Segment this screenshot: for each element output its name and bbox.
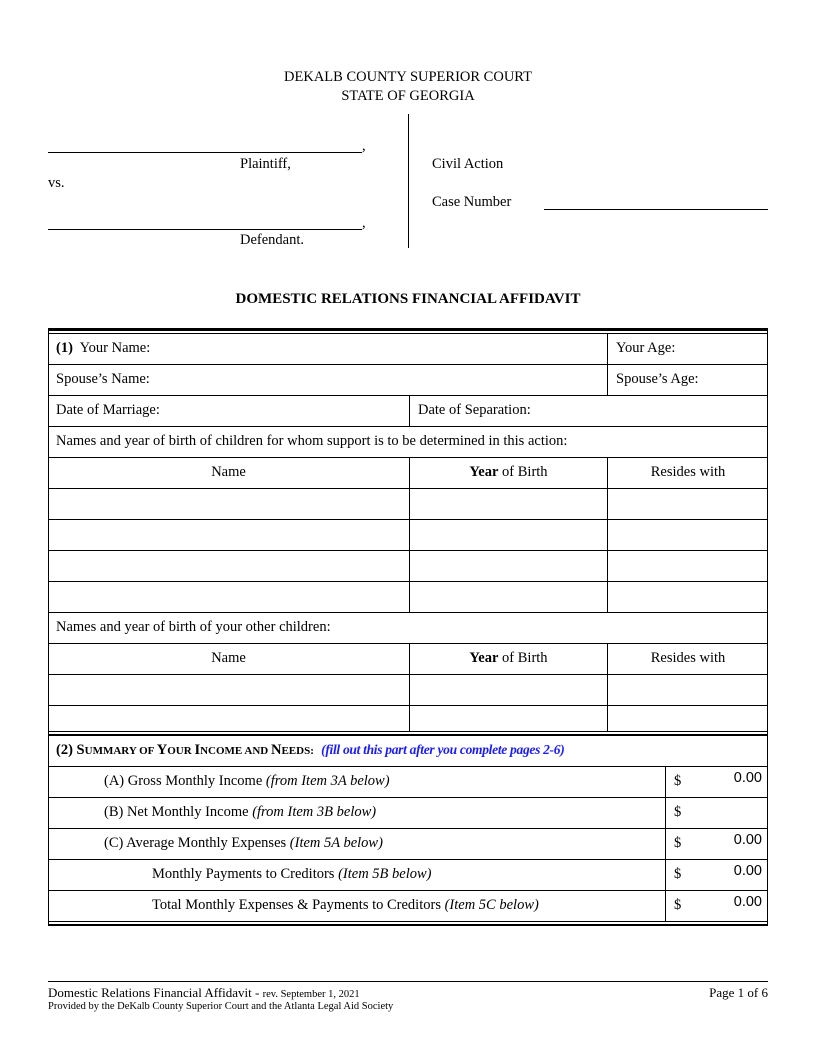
date-separation-label: Date of Separation: (418, 402, 531, 418)
col-year-bold: Year (469, 464, 499, 480)
col-year-header (409, 644, 607, 674)
summary-label (48, 829, 665, 859)
summary-label-text: (B) Net Monthly Income (104, 804, 253, 820)
col-resides-header: Resides with (607, 458, 768, 488)
currency-symbol: $ (674, 866, 682, 882)
footer-form-name: Domestic Relations Financial Affidavit - (48, 985, 263, 1000)
plaintiff-comma: , (362, 138, 366, 154)
defendant-line[interactable] (48, 229, 362, 230)
summary-instruction: (fill out this part after you complete pages 2-6) (321, 742, 565, 757)
footer-provided-by: Provided by the DeKalb County Superior Court and the Atlanta Legal Aid Society (48, 1001, 394, 1012)
children-support-label: Names and year of birth of children for whom support is to be determined in this action: (56, 433, 568, 449)
row-spouse-name (48, 365, 768, 396)
row-other-children-label (48, 613, 768, 644)
case-number-field[interactable] (544, 209, 768, 210)
other-children-header-row (48, 644, 768, 675)
summary-amount-field[interactable] (665, 829, 768, 859)
row-dates (48, 396, 768, 427)
section2-bottom-rule (48, 924, 768, 926)
section2-bottom-rule-inner (48, 921, 768, 922)
child-resides-cell[interactable] (607, 551, 768, 581)
summary-heading (48, 736, 768, 766)
section1-table (48, 328, 768, 731)
summary-amount: 0.00 (733, 832, 762, 848)
children-header-row (48, 458, 768, 489)
footer-revision: rev. September 1, 2021 (262, 989, 360, 1000)
summary-note: (from Item 3A below) (265, 773, 390, 789)
other-child-year-cell[interactable] (409, 675, 607, 705)
currency-symbol: $ (674, 897, 682, 913)
summary-amount: 0.00 (733, 894, 762, 910)
child-name-cell[interactable] (48, 520, 409, 550)
other-child-name-cell[interactable] (48, 706, 409, 731)
heading-part: N (270, 742, 282, 758)
summary-amount-field[interactable] (665, 767, 768, 797)
summary-label-text: (A) Gross Monthly Income (104, 773, 266, 789)
child-year-cell[interactable] (409, 520, 607, 550)
child-resides-cell[interactable] (607, 582, 768, 612)
summary-amount-field[interactable] (665, 798, 768, 828)
footer-rule (48, 981, 768, 982)
col-year-bold: Year (469, 650, 499, 666)
other-child-resides-cell[interactable] (607, 706, 768, 731)
currency-symbol: $ (674, 773, 682, 789)
your-age-label: Your Age: (616, 340, 676, 356)
heading-part: NCOME AND (200, 745, 271, 757)
other-child-resides-cell[interactable] (607, 675, 768, 705)
form-title: DOMESTIC RELATIONS FINANCIAL AFFIDAVIT (235, 291, 581, 307)
plaintiff-line[interactable] (48, 152, 362, 153)
other-child-row (48, 706, 768, 731)
case-number-label: Case Number (432, 194, 512, 210)
other-children-label: Names and year of birth of your other children: (56, 619, 331, 635)
child-resides-cell[interactable] (607, 489, 768, 519)
summary-row-net-income (48, 798, 768, 829)
spouse-age-cell[interactable] (607, 365, 768, 395)
summary-label (48, 891, 665, 922)
col-year-rest: of Birth (498, 464, 548, 480)
your-age-cell[interactable] (607, 334, 768, 364)
summary-note: (Item 5C below) (444, 897, 539, 913)
summary-amount-field[interactable] (665, 860, 768, 890)
defendant-comma: , (362, 215, 366, 231)
section1-number: (1) (56, 340, 73, 356)
child-name-cell[interactable] (48, 489, 409, 519)
summary-amount: 0.00 (733, 863, 762, 879)
defendant-label: Defendant. (240, 232, 305, 248)
footer-title (48, 985, 360, 1001)
summary-label-text: Monthly Payments to Creditors (152, 866, 339, 882)
col-year-rest: of Birth (498, 650, 548, 666)
date-marriage-label: Date of Marriage: (56, 402, 160, 418)
child-year-cell[interactable] (409, 582, 607, 612)
spouse-age-label: Spouse’s Age: (616, 371, 699, 387)
child-row (48, 551, 768, 582)
row-children-support-label (48, 427, 768, 458)
summary-amount: 0.00 (733, 770, 762, 786)
section2-number: (2) (56, 742, 77, 758)
spouse-name-cell[interactable] (48, 365, 607, 395)
your-name-label: Your Name: (79, 340, 151, 356)
child-row (48, 582, 768, 613)
court-name: DEKALB COUNTY SUPERIOR COURT (284, 69, 532, 85)
summary-row-avg-expenses (48, 829, 768, 860)
section2-top-rule (48, 731, 768, 732)
child-year-cell[interactable] (409, 551, 607, 581)
date-separation-cell[interactable] (409, 396, 768, 426)
summary-label (48, 767, 665, 797)
summary-label-text: Total Monthly Expenses & Payments to Creditors (152, 897, 445, 913)
other-child-year-cell[interactable] (409, 706, 607, 731)
summary-label-text: (C) Average Monthly Expenses (104, 835, 290, 851)
col-name-header: Name (211, 464, 246, 480)
summary-row-gross-income (48, 767, 768, 798)
child-row (48, 520, 768, 551)
date-marriage-cell[interactable] (48, 396, 409, 426)
footer-page-number: Page 1 of 6 (709, 985, 768, 1000)
civil-action-label: Civil Action (432, 156, 504, 172)
heading-part: Y (156, 742, 168, 758)
col-resides-header: Resides with (607, 644, 768, 674)
child-year-cell[interactable] (409, 489, 607, 519)
heading-part: EEDS: (281, 745, 314, 757)
summary-note: (from Item 3B below) (252, 804, 377, 820)
currency-symbol: $ (674, 804, 682, 820)
child-name-cell[interactable] (48, 551, 409, 581)
heading-part: UMMARY OF (84, 745, 157, 757)
summary-note: (Item 5A below) (289, 835, 383, 851)
spouse-name-label: Spouse’s Name: (56, 371, 150, 387)
child-name-cell[interactable] (48, 582, 409, 612)
summary-label (48, 860, 665, 890)
heading-part: S (76, 742, 85, 758)
currency-symbol: $ (674, 835, 682, 851)
other-child-row (48, 675, 768, 706)
caption-divider (408, 114, 409, 248)
summary-row-creditors (48, 860, 768, 891)
section1-top-rule (48, 328, 768, 331)
summary-amount-field[interactable] (665, 891, 768, 922)
court-state: STATE OF GEORGIA (341, 88, 475, 104)
child-resides-cell[interactable] (607, 520, 768, 550)
summary-label (48, 798, 665, 828)
heading-part: I (194, 742, 201, 758)
other-child-name-cell[interactable] (48, 675, 409, 705)
plaintiff-label: Plaintiff, (240, 156, 291, 172)
summary-row-total (48, 891, 768, 922)
versus-label: vs. (48, 175, 65, 191)
your-name-cell[interactable] (48, 334, 607, 364)
row-your-name (48, 334, 768, 365)
summary-heading-row (48, 736, 768, 767)
heading-part: OUR (167, 745, 195, 757)
child-row (48, 489, 768, 520)
section2-table (48, 731, 768, 926)
col-name-header: Name (211, 650, 246, 666)
col-year-header (409, 458, 607, 488)
summary-note: (Item 5B below) (338, 866, 432, 882)
